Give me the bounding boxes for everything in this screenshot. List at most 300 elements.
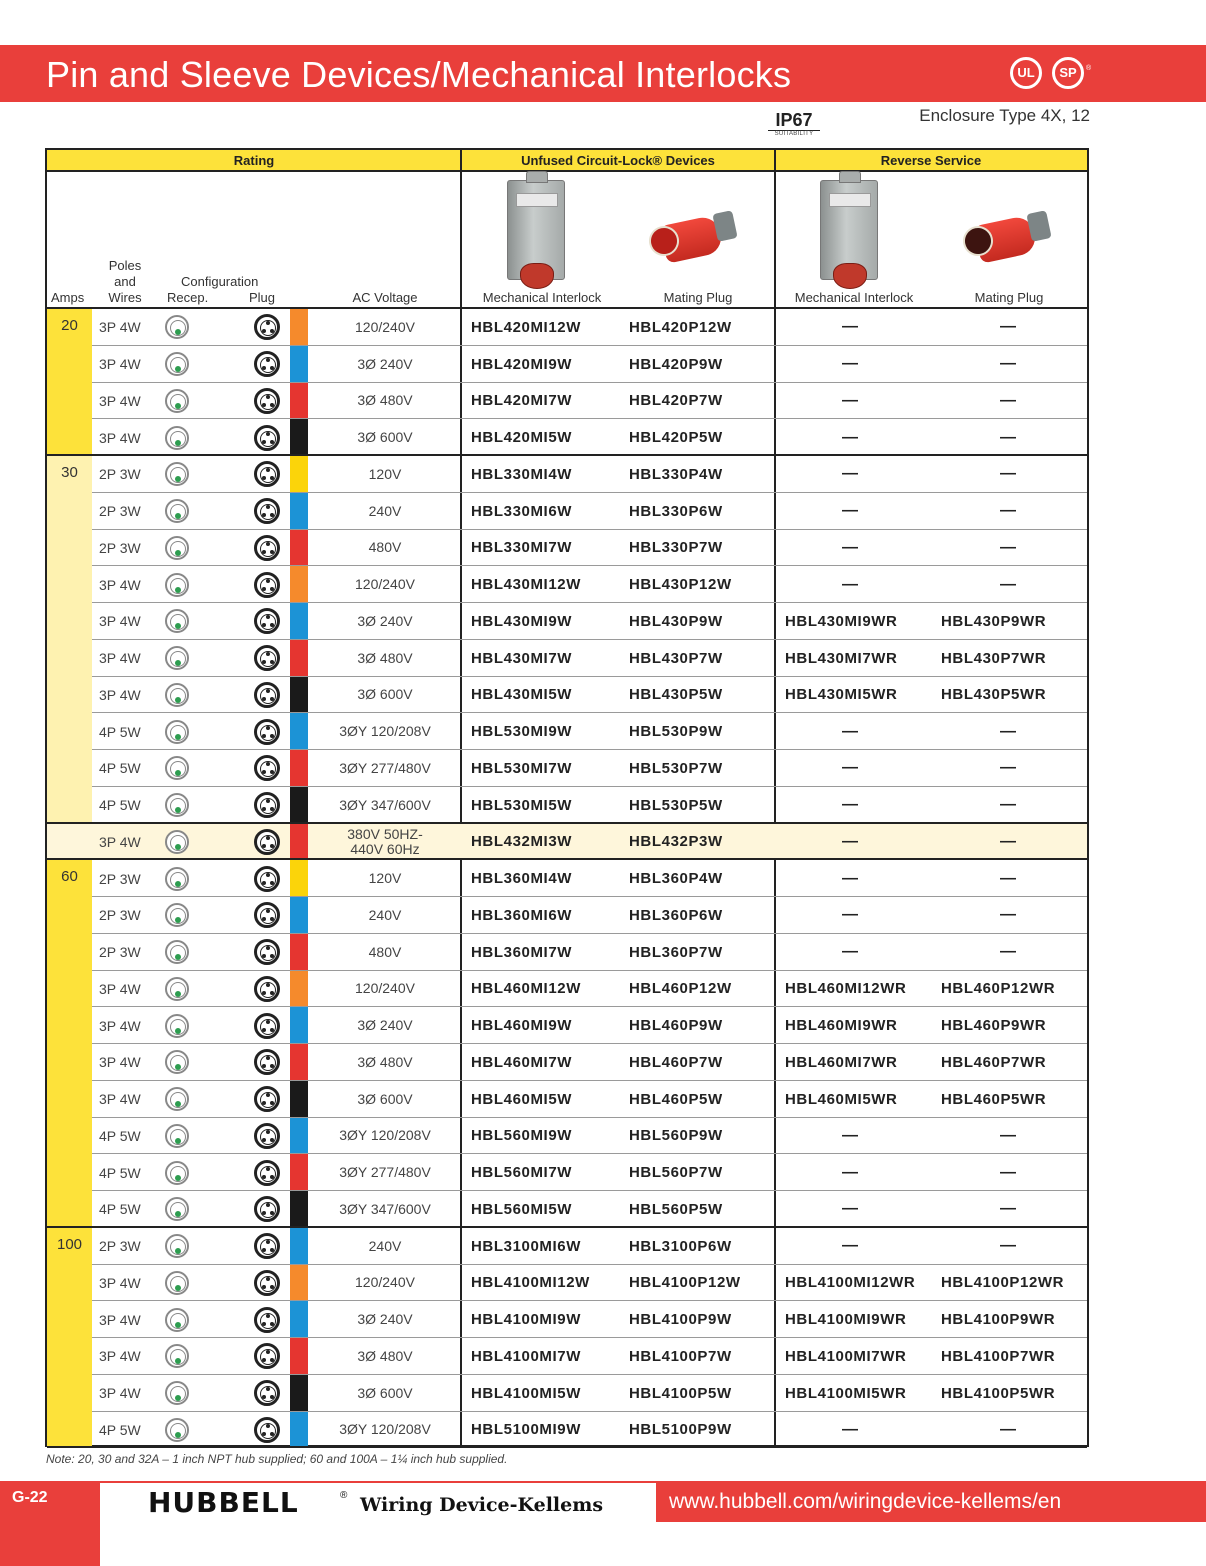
reverse-interlock-part: HBL430MI9WR — [785, 612, 898, 630]
mating-plug-part: HBL560P9W — [629, 1127, 723, 1145]
reverse-plug-part: — — [1000, 1237, 1016, 1255]
receptacle-config-icon — [165, 756, 189, 780]
col-header-poles-1: Poles — [108, 258, 142, 273]
mechanical-interlock-part: HBL530MI9W — [471, 723, 573, 741]
receptacle-config-icon — [165, 315, 189, 339]
mating-plug-part: HBL420P5W — [629, 429, 723, 447]
poles-wires: 2P 3W — [99, 539, 141, 556]
voltage-color-swatch — [290, 603, 308, 640]
receptacle-config-icon — [165, 1271, 189, 1295]
receptacle-config-icon — [165, 462, 189, 486]
ac-voltage: 3Ø 240V — [357, 355, 413, 372]
mechanical-interlock-part: HBL330MI7W — [471, 539, 573, 557]
ac-voltage: 3Ø 240V — [357, 1017, 413, 1034]
plug-config-icon — [254, 1307, 280, 1333]
amps-value: 60 — [61, 868, 78, 886]
mechanical-interlock-part: HBL420MI7W — [471, 392, 573, 410]
voltage-color-swatch — [290, 787, 308, 824]
plug-config-icon — [254, 755, 280, 781]
reverse-interlock-part: — — [842, 759, 858, 777]
mating-plug-part: HBL420P9W — [629, 355, 723, 373]
reverse-interlock-part: — — [842, 1237, 858, 1255]
col-header-rev-mech-interlock: Mechanical Interlock — [794, 290, 914, 305]
mechanical-interlock-part: HBL530MI5W — [471, 796, 573, 814]
poles-wires: 3P 4W — [99, 650, 141, 667]
voltage-color-swatch — [290, 1265, 308, 1302]
reverse-plug-part: HBL4100P7WR — [941, 1347, 1056, 1365]
poles-wires: 3P 4W — [99, 1017, 141, 1034]
mechanical-interlock-part: HBL432MI3W — [471, 833, 573, 851]
plug-config-icon — [254, 388, 280, 414]
table-row — [47, 1338, 1087, 1375]
reverse-interlock-part: — — [842, 796, 858, 814]
amps-value: 30 — [61, 464, 78, 481]
table-row — [47, 493, 1087, 530]
col-header-poles-3: Wires — [108, 290, 142, 305]
reverse-interlock-part: HBL4100MI9WR — [785, 1311, 907, 1329]
mating-plug-part: HBL330P4W — [629, 465, 723, 483]
col-header-mech-interlock: Mechanical Interlock — [482, 290, 602, 305]
plug-config-icon — [254, 608, 280, 634]
reverse-plug-part: HBL460P9WR — [941, 1017, 1047, 1035]
table-row — [47, 309, 1087, 346]
reverse-interlock-part: — — [842, 318, 858, 336]
ac-voltage: 3ØY 120/208V — [339, 1127, 431, 1144]
table-row — [47, 603, 1087, 640]
reverse-plug-part: — — [1000, 428, 1016, 446]
amps-value: 20 — [61, 317, 78, 334]
mechanical-interlock-part: HBL330MI4W — [471, 465, 573, 483]
mating-plug-part: HBL560P5W — [629, 1200, 723, 1218]
receptacle-config-icon — [165, 720, 189, 744]
col-header-voltage: AC Voltage — [352, 290, 418, 305]
ac-voltage: 3ØY 347/600V — [339, 1200, 431, 1217]
plug-config-icon — [254, 1233, 280, 1259]
reverse-interlock-part: — — [842, 832, 858, 850]
ip67-badge — [768, 110, 820, 137]
plug-config-icon — [254, 682, 280, 708]
receptacle-config-icon — [165, 1014, 189, 1038]
plug-config-icon — [254, 976, 280, 1002]
mating-plug-part: HBL360P7W — [629, 943, 723, 961]
footer-page-tab — [0, 1481, 100, 1566]
reverse-plug-part: — — [1000, 1420, 1016, 1438]
csa-cert-icon: SP — [1052, 57, 1084, 89]
receptacle-config-icon — [165, 1161, 189, 1185]
table-row — [47, 566, 1087, 603]
ac-voltage: 120/240V — [355, 576, 415, 593]
reverse-plug-part: HBL4100P12WR — [941, 1274, 1065, 1292]
plug-config-icon — [254, 1123, 280, 1149]
mating-plug-part: HBL360P6W — [629, 906, 723, 924]
footnote: Note: 20, 30 and 32A – 1 inch NPT hub supplied; 60 and 100A – 1¼ inch hub supplied. — [46, 1452, 508, 1466]
mating-plug-part: HBL530P9W — [629, 723, 723, 741]
poles-wires: 4P 5W — [99, 723, 141, 740]
reverse-interlock-part: — — [842, 355, 858, 373]
plug-config-icon — [254, 1343, 280, 1369]
table-row — [47, 1301, 1087, 1338]
mechanical-interlock-part: HBL560MI7W — [471, 1164, 573, 1182]
table-row — [47, 750, 1087, 787]
mechanical-interlock-part: HBL360MI6W — [471, 906, 573, 924]
voltage-color-swatch — [290, 713, 308, 750]
title-bar — [0, 45, 1206, 102]
receptacle-config-icon — [165, 867, 189, 891]
reverse-plug-part: — — [1000, 575, 1016, 593]
mechanical-interlock-part: HBL420MI9W — [471, 355, 573, 373]
voltage-color-swatch — [290, 419, 308, 456]
mating-plug-part: HBL430P7W — [629, 649, 723, 667]
mating-plug-part: HBL4100P7W — [629, 1347, 732, 1365]
mating-plug-part: HBL330P6W — [629, 502, 723, 520]
mechanical-interlock-part: HBL530MI7W — [471, 759, 573, 777]
reverse-plug-part: — — [1000, 391, 1016, 409]
table-row — [47, 787, 1087, 824]
table-row — [47, 419, 1087, 456]
voltage-color-swatch — [290, 456, 308, 493]
mechanical-interlock-part: HBL430MI5W — [471, 686, 573, 704]
receptacle-config-icon — [165, 1124, 189, 1148]
poles-wires: 3P 4W — [99, 1274, 141, 1291]
voltage-color-swatch — [290, 1338, 308, 1375]
mechanical-interlock-part: HBL460MI9W — [471, 1017, 573, 1035]
poles-wires: 2P 3W — [99, 907, 141, 924]
mechanical-interlock-part: HBL460MI12W — [471, 980, 581, 998]
ip67-sub: SUITABILITY — [774, 131, 814, 137]
plug-config-icon — [254, 719, 280, 745]
plug-config-icon — [254, 792, 280, 818]
ac-voltage: 240V — [368, 906, 402, 923]
mating-plug-part: HBL420P7W — [629, 392, 723, 410]
reverse-interlock-part: HBL4100MI7WR — [785, 1347, 907, 1365]
receptacle-config-icon — [165, 903, 189, 927]
plug-config-icon — [254, 351, 280, 377]
poles-wires: 4P 5W — [99, 797, 141, 814]
poles-wires: 3P 4W — [99, 1311, 141, 1328]
table-row — [47, 346, 1087, 383]
reverse-plug-part: HBL4100P9WR — [941, 1311, 1056, 1329]
receptacle-config-icon — [165, 573, 189, 597]
plug-config-icon — [254, 1049, 280, 1075]
ac-voltage: 3Ø 480V — [357, 1347, 413, 1364]
col-header-poles-2: and — [114, 274, 136, 289]
reverse-interlock-part: — — [842, 391, 858, 409]
poles-wires: 3P 4W — [99, 613, 141, 630]
ac-voltage: 240V — [368, 502, 402, 519]
reverse-interlock-part: HBL460MI9WR — [785, 1017, 898, 1035]
ac-voltage: 120/240V — [355, 318, 415, 335]
receptacle-config-icon — [165, 793, 189, 817]
reverse-interlock-part: HBL4100MI12WR — [785, 1274, 916, 1292]
voltage-color-swatch — [290, 1375, 308, 1412]
receptacle-config-icon — [165, 1197, 189, 1221]
mechanical-interlock-part: HBL5100MI9W — [471, 1421, 581, 1439]
mating-plug-part: HBL530P5W — [629, 796, 723, 814]
mechanical-interlock-part: HBL560MI5W — [471, 1200, 573, 1218]
reverse-plug-part: HBL460P12WR — [941, 980, 1056, 998]
mechanical-interlock-part: HBL460MI5W — [471, 1090, 573, 1108]
plug-config-icon — [254, 535, 280, 561]
mating-plug-part: HBL460P12W — [629, 980, 732, 998]
mechanical-interlock-part: HBL4100MI12W — [471, 1274, 590, 1292]
poles-wires: 3P 4W — [99, 1348, 141, 1365]
mechanical-interlock-part: HBL420MI5W — [471, 429, 573, 447]
poles-wires: 3P 4W — [99, 1054, 141, 1071]
reverse-plug-part: — — [1000, 943, 1016, 961]
poles-wires: 3P 4W — [99, 686, 141, 703]
reverse-plug-part: — — [1000, 318, 1016, 336]
table-row — [47, 456, 1087, 493]
voltage-color-swatch — [290, 1412, 308, 1449]
receptacle-config-icon — [165, 1418, 189, 1442]
reverse-plug-part: — — [1000, 1126, 1016, 1144]
ac-voltage: 3Ø 480V — [357, 649, 413, 666]
table-row — [47, 1154, 1087, 1191]
mechanical-interlock-part: HBL330MI6W — [471, 502, 573, 520]
reverse-interlock-part: — — [842, 869, 858, 887]
ac-voltage: 3Ø 600V — [357, 1090, 413, 1107]
mating-plug-part: HBL460P9W — [629, 1017, 723, 1035]
ac-voltage: 3Ø 600V — [357, 686, 413, 703]
col-header-config: Configuration — [181, 274, 259, 289]
mating-plug-part: HBL4100P12W — [629, 1274, 741, 1292]
voltage-color-swatch — [290, 860, 308, 897]
mating-plug-part: HBL4100P5W — [629, 1384, 732, 1402]
col-header-mating-plug: Mating Plug — [663, 290, 733, 305]
table-row — [47, 1007, 1087, 1044]
voltage-color-swatch — [290, 346, 308, 383]
mechanical-interlock-part: HBL430MI12W — [471, 576, 581, 594]
col-header-amps: Amps — [51, 290, 85, 305]
poles-wires: 3P 4W — [99, 1091, 141, 1108]
mating-plug-part: HBL560P7W — [629, 1164, 723, 1182]
plug-config-icon — [254, 461, 280, 487]
poles-wires: 4P 5W — [99, 1421, 141, 1438]
group-header-rating: Rating — [47, 150, 461, 172]
poles-wires: 4P 5W — [99, 1201, 141, 1218]
ac-voltage: 120V — [368, 870, 402, 887]
voltage-color-swatch — [290, 530, 308, 567]
plug-config-icon — [254, 1380, 280, 1406]
mechanical-interlock-part: HBL4100MI7W — [471, 1347, 581, 1365]
ac-voltage: 480V — [368, 539, 402, 556]
table-row — [47, 1228, 1087, 1265]
voltage-color-swatch — [290, 934, 308, 971]
page-number: G-22 — [12, 1489, 48, 1506]
table-row — [47, 1412, 1087, 1449]
poles-wires: 2P 3W — [99, 1238, 141, 1255]
footer-url-bar — [656, 1481, 1206, 1522]
mechanical-interlock-part: HBL460MI7W — [471, 1053, 573, 1071]
table-row — [47, 1375, 1087, 1412]
reverse-plug-part: — — [1000, 832, 1016, 850]
enclosure-type: Enclosure Type 4X, 12 — [919, 106, 1090, 125]
mating-plug-part: HBL4100P9W — [629, 1311, 732, 1329]
poles-wires: 3P 4W — [99, 1385, 141, 1402]
poles-wires: 4P 5W — [99, 1164, 141, 1181]
table-row — [47, 897, 1087, 934]
reverse-interlock-part: — — [842, 1163, 858, 1181]
table-row — [47, 640, 1087, 677]
reverse-plug-part: HBL430P9WR — [941, 612, 1047, 630]
reverse-plug-part: — — [1000, 869, 1016, 887]
ac-voltage: 240V — [368, 1237, 402, 1254]
mechanical-interlock-part: HBL4100MI9W — [471, 1311, 581, 1329]
ac-voltage: 3Ø 600V — [357, 429, 413, 446]
poles-wires: 4P 5W — [99, 1127, 141, 1144]
reverse-interlock-part: HBL460MI5WR — [785, 1090, 898, 1108]
receptacle-config-icon — [165, 536, 189, 560]
voltage-color-swatch — [290, 1081, 308, 1118]
reverse-plug-part: — — [1000, 1163, 1016, 1181]
voltage-color-swatch — [290, 566, 308, 603]
mating-plug-part: HBL432P3W — [629, 833, 723, 851]
voltage-color-swatch — [290, 1044, 308, 1081]
reverse-interlock-part: — — [842, 906, 858, 924]
plug-config-icon — [254, 829, 280, 855]
ul-cert-icon: UL — [1010, 57, 1042, 89]
reverse-plug-part: — — [1000, 906, 1016, 924]
ac-voltage: 120/240V — [355, 1274, 415, 1291]
ac-voltage: 3Ø 240V — [357, 612, 413, 629]
receptacle-config-icon — [165, 609, 189, 633]
voltage-color-swatch — [290, 1301, 308, 1338]
mechanical-interlock-part: HBL3100MI6W — [471, 1237, 581, 1255]
table-row — [47, 824, 1087, 861]
table-row — [47, 1265, 1087, 1302]
plug-config-icon — [254, 572, 280, 598]
brand-registered-mark: ® — [340, 1490, 348, 1501]
plug-config-icon — [254, 645, 280, 671]
mating-plug-part: HBL430P9W — [629, 612, 723, 630]
cert-registered-mark: ® — [1086, 65, 1092, 72]
poles-wires: 3P 4W — [99, 833, 141, 850]
reverse-interlock-part: — — [842, 1420, 858, 1438]
mechanical-interlock-part: HBL4100MI5W — [471, 1384, 581, 1402]
mechanical-interlock-part: HBL560MI9W — [471, 1127, 573, 1145]
table-row — [47, 934, 1087, 971]
table-row — [47, 530, 1087, 567]
poles-wires: 3P 4W — [99, 429, 141, 446]
ac-voltage: 380V 50HZ- 440V 60Hz — [347, 825, 423, 857]
table-row — [47, 1081, 1087, 1118]
plug-config-icon — [254, 1160, 280, 1186]
page-title: Pin and Sleeve Devices/Mechanical Interlocks — [46, 54, 792, 95]
receptacle-config-icon — [165, 1234, 189, 1258]
mechanical-interlock-part: HBL360MI4W — [471, 870, 573, 888]
ac-voltage: 3Ø 480V — [357, 1053, 413, 1070]
table-row — [47, 677, 1087, 714]
mating-plug-part: HBL3100P6W — [629, 1237, 732, 1255]
voltage-color-swatch — [290, 1118, 308, 1155]
voltage-color-swatch — [290, 309, 308, 346]
col-header-plug: Plug — [249, 290, 276, 305]
ac-voltage: 3ØY 120/208V — [339, 723, 431, 740]
table-row — [47, 1044, 1087, 1081]
row-divider — [47, 1446, 1087, 1448]
reverse-interlock-part: HBL460MI7WR — [785, 1053, 898, 1071]
voltage-color-swatch — [290, 750, 308, 787]
mating-plug-part: HBL460P7W — [629, 1053, 723, 1071]
reverse-plug-part: HBL430P7WR — [941, 649, 1047, 667]
ac-voltage: 3ØY 347/600V — [339, 796, 431, 813]
voltage-color-swatch — [290, 971, 308, 1008]
receptacle-config-icon — [165, 1381, 189, 1405]
reverse-plug-part: — — [1000, 355, 1016, 373]
voltage-color-swatch — [290, 1228, 308, 1265]
mechanical-interlock-part: HBL420MI12W — [471, 318, 581, 336]
voltage-color-swatch — [290, 1191, 308, 1228]
plug-config-icon — [254, 1013, 280, 1039]
website-url[interactable]: www.hubbell.com/wiringdevice-kellems/en — [669, 1490, 1062, 1513]
poles-wires: 3P 4W — [99, 392, 141, 409]
mating-plug-part: HBL430P5W — [629, 686, 723, 704]
plug-config-icon — [254, 1270, 280, 1296]
table-row — [47, 860, 1087, 897]
ip67-code: IP67 — [768, 110, 820, 131]
mechanical-interlock-part: HBL430MI9W — [471, 612, 573, 630]
voltage-color-swatch — [290, 383, 308, 420]
voltage-color-swatch — [290, 677, 308, 714]
table-row — [47, 713, 1087, 750]
ac-voltage: 3Ø 240V — [357, 1311, 413, 1328]
voltage-color-swatch — [290, 493, 308, 530]
plug-config-icon — [254, 866, 280, 892]
mechanical-interlock-part: HBL360MI7W — [471, 943, 573, 961]
mating-plug-part: HBL430P12W — [629, 576, 732, 594]
reverse-interlock-part: HBL460MI12WR — [785, 980, 907, 998]
mating-plug-part: HBL530P7W — [629, 759, 723, 777]
plug-config-icon — [254, 1417, 280, 1443]
table-row — [47, 971, 1087, 1008]
ac-voltage: 480V — [368, 943, 402, 960]
receptacle-config-icon — [165, 389, 189, 413]
ac-voltage: 3ØY 277/480V — [339, 1164, 431, 1181]
receptacle-config-icon — [165, 1344, 189, 1368]
col-header-recep: Recep. — [167, 290, 209, 305]
voltage-color-swatch — [290, 640, 308, 677]
poles-wires: 2P 3W — [99, 870, 141, 887]
plug-config-icon — [254, 1086, 280, 1112]
ac-voltage: 3Ø 600V — [357, 1384, 413, 1401]
reverse-interlock-part: — — [842, 722, 858, 740]
receptacle-config-icon — [165, 1308, 189, 1332]
poles-wires: 3P 4W — [99, 319, 141, 336]
footer-rule — [100, 1481, 656, 1483]
reverse-plug-part: — — [1000, 759, 1016, 777]
voltage-color-swatch — [290, 1154, 308, 1191]
group-header-unfused: Unfused Circuit-Lock® Devices — [461, 150, 775, 172]
table-row — [47, 383, 1087, 420]
reverse-plug-part: — — [1000, 465, 1016, 483]
reverse-interlock-part: — — [842, 1126, 858, 1144]
receptacle-config-icon — [165, 646, 189, 670]
plug-config-icon — [254, 498, 280, 524]
reverse-interlock-part: — — [842, 943, 858, 961]
reverse-interlock-part: — — [842, 538, 858, 556]
reverse-interlock-part: — — [842, 575, 858, 593]
reverse-plug-part: — — [1000, 1200, 1016, 1218]
receptacle-config-icon — [165, 499, 189, 523]
receptacle-config-icon — [165, 830, 189, 854]
ac-voltage: 120/240V — [355, 980, 415, 997]
mating-plug-part: HBL460P5W — [629, 1090, 723, 1108]
receptacle-config-icon — [165, 977, 189, 1001]
mating-plug-part: HBL5100P9W — [629, 1421, 732, 1439]
voltage-color-swatch — [290, 824, 308, 861]
reverse-interlock-part: — — [842, 465, 858, 483]
table-row — [47, 1191, 1087, 1228]
